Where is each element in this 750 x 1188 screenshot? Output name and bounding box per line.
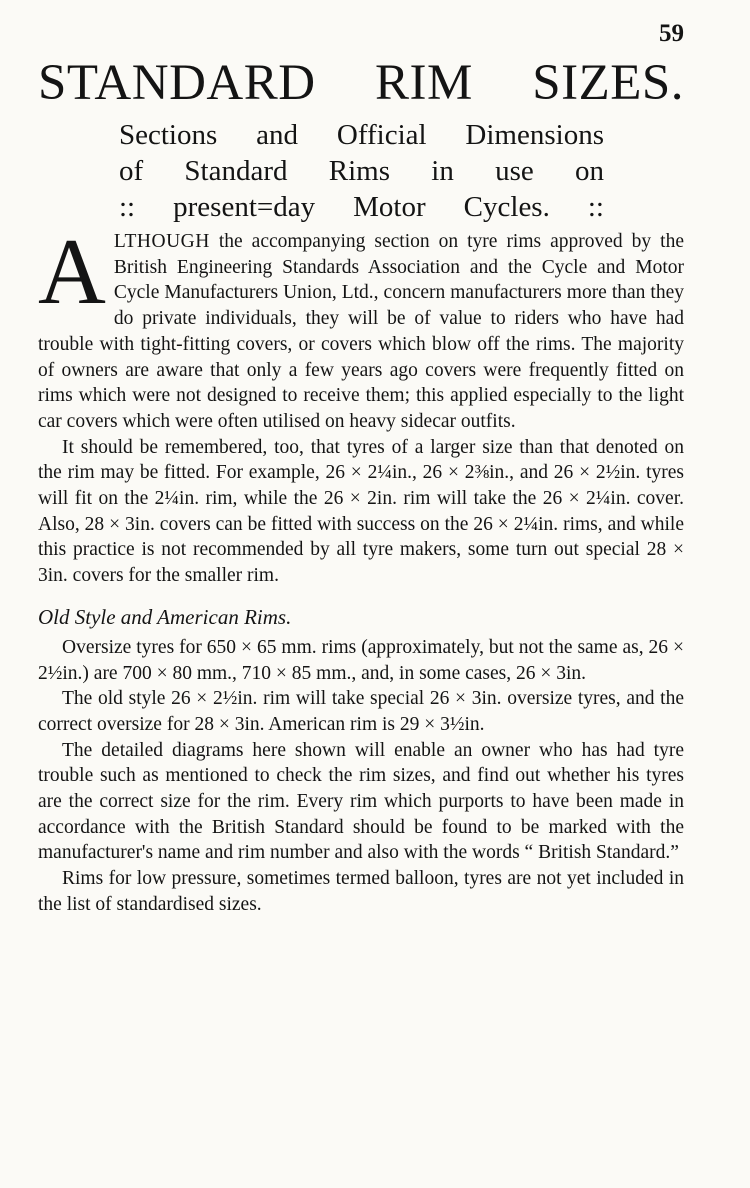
page-number: 59 (659, 20, 684, 47)
paragraph: The old style 26 × 2½in. rim will take special 26 × 3in. oversize tyres, and the correct oversize for 28 × 3in. American rim is 29 × 3½in. (38, 688, 684, 735)
subtitle-line: :: present=day Motor Cycles. :: (119, 191, 604, 223)
paragraph: Rims for low pressure, sometimes termed balloon, tyres are not yet included in the list of standardised sizes. (38, 868, 684, 915)
paragraph: Oversize tyres for 650 × 65 mm. rims (approximately, but not the same as, 26 × 2½in.) are 700 × 80 mm., 710 × 85 mm., and, in some cases, 26 × 3in. (38, 636, 684, 684)
subtitle-line: of Standard Rims in use on (119, 155, 604, 187)
paragraph: The detailed diagrams here shown will enable an owner who has had tyre trouble such as mentioned to check the rim sizes, and find out whether his tyres are the correct size for the rim. Every rim which purports to have been made in accordance with the British Standard should be found to be marked with the manufacturer's name and rim number and also with the words “ British Standard.” (38, 739, 684, 864)
intro-text: the accompanying section on tyre rims approved by the British Engineering Standards Association and the Cycle and Motor Cycle Manufacturers Union, Ltd., concern manufacturers more than they do private individuals, they will be of value to riders who have had trouble with tight-fitting covers, or covers which blow off the rims. The majority of owners are aware that only a few years ago covers were frequently fitted on rims which were not designed to receive them; this applied especially to the light car covers which were often utilised on heavy sidecar outfits. (38, 231, 684, 432)
subtitle (119, 117, 604, 225)
intro-paragraph (38, 229, 684, 435)
book-page (38, 18, 684, 1178)
section-heading: Old Style and American Rims. (38, 604, 292, 629)
paragraph: It should be remembered, too, that tyres of a larger size than that denoted on the rim may be fitted. For example, 26 × 2¼in., 26 × 2⅜in., and 26 × 2½in. tyres will fit on the 2¼in. rim, while the 26 × 2in. rim will take the 26 × 2¼in. cover. Also, 28 × 3in. covers can be fitted with success on the 26 × 2¼in. rims, and while this practice is not recommended by all tyre makers, some turn out special 28 × 3in. covers for the smaller rim. (38, 436, 684, 587)
article-body (38, 229, 684, 918)
lead-in: LTHOUGH (113, 231, 210, 252)
page-title: STANDARD RIM SIZES. (38, 55, 684, 111)
drop-cap: A (38, 229, 106, 324)
subtitle-line: Sections and Official Dimensions (119, 119, 604, 151)
